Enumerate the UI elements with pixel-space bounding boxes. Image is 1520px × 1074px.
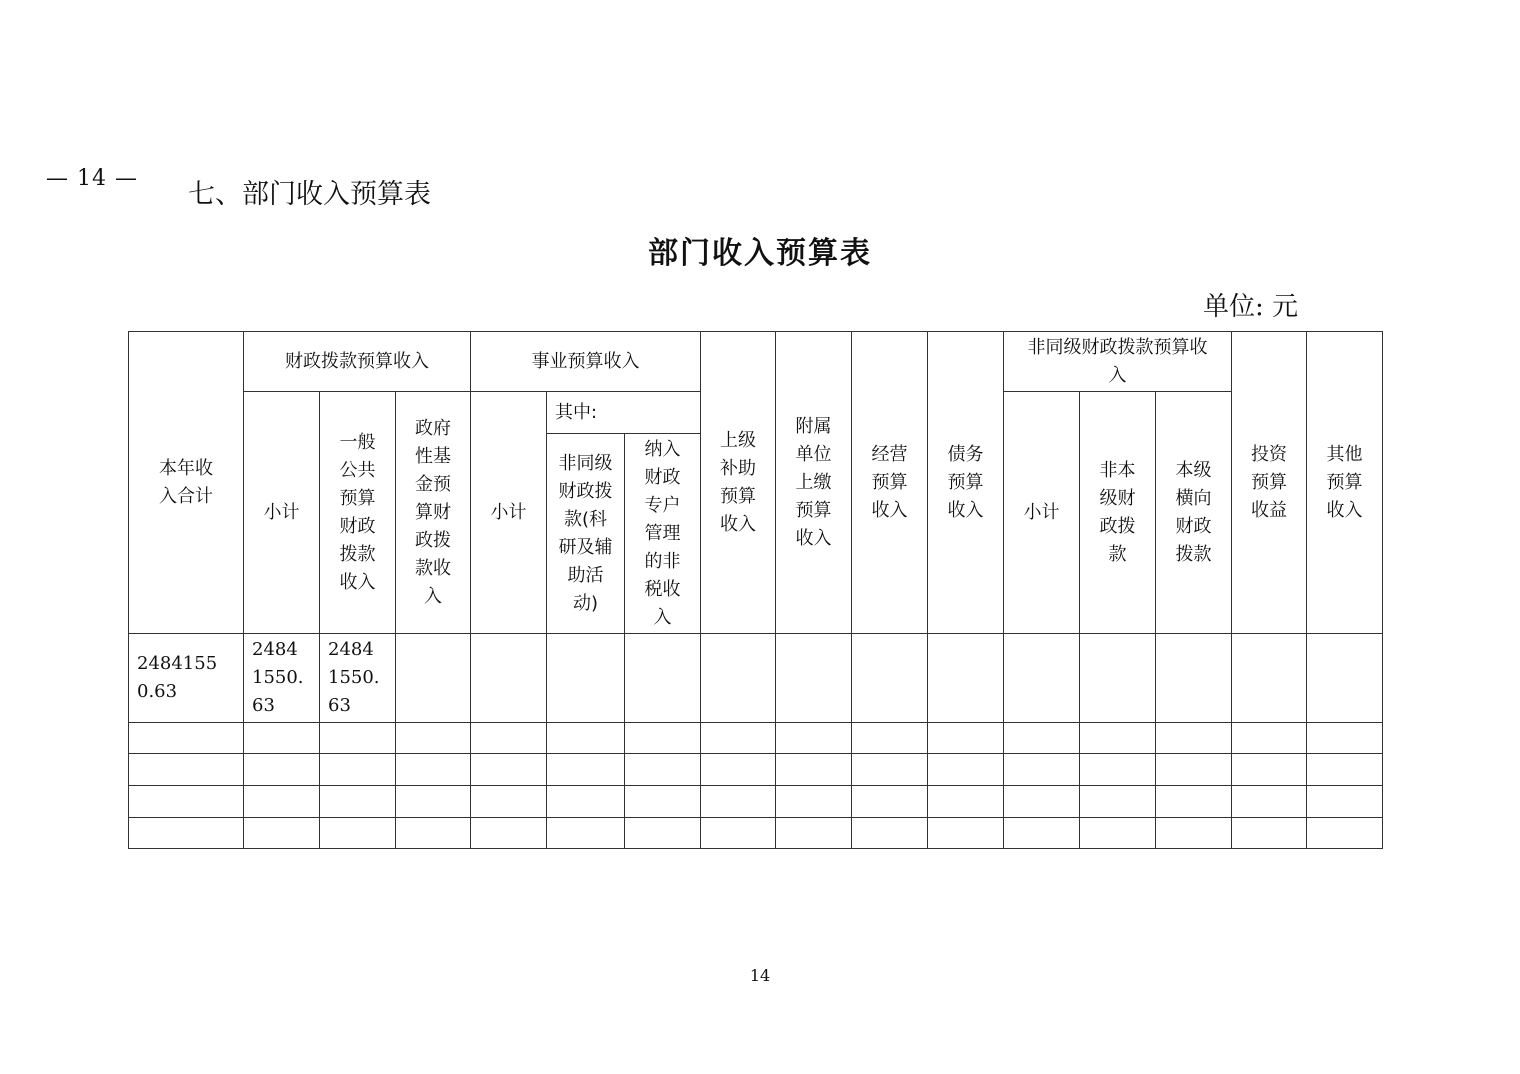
header-business-subtotal: 小计 bbox=[471, 392, 547, 634]
header-nonsame-subtotal: 小计 bbox=[1004, 392, 1080, 634]
table-cell bbox=[1004, 634, 1080, 723]
table-cell bbox=[1156, 634, 1232, 723]
header-affiliated: 附属单位上缴预算收入 bbox=[776, 332, 852, 634]
header-superior-subsidy: 上级补助预算收入 bbox=[701, 332, 776, 634]
table-cell bbox=[701, 634, 776, 723]
page-number: 14 bbox=[749, 966, 771, 985]
header-debt: 债务预算收入 bbox=[928, 332, 1004, 634]
header-horizontal: 本级横向财政拨款 bbox=[1156, 392, 1232, 634]
header-nonlocal: 非本级财政拨款 bbox=[1080, 392, 1156, 634]
header-group-business: 事业预算收入 bbox=[471, 332, 701, 392]
cell-total: 24841550.63 bbox=[129, 634, 244, 723]
unit-label: 单位: 元 bbox=[1202, 292, 1298, 322]
cell-general-public: 24841550.63 bbox=[320, 634, 396, 723]
header-gov-fund: 政府性基金预算财政拨款收入 bbox=[396, 392, 471, 634]
table-cell bbox=[396, 634, 471, 723]
income-budget-table bbox=[128, 331, 1383, 849]
table-cell bbox=[852, 634, 928, 723]
table-cell bbox=[1232, 634, 1307, 723]
header-general-public: 一般公共预算财政拨款收入 bbox=[320, 392, 396, 634]
section-title: 七、部门收入预算表 bbox=[188, 179, 431, 210]
table-cell bbox=[625, 634, 701, 723]
cell-fiscal-subtotal: 24841550.63 bbox=[244, 634, 320, 723]
header-investment: 投资预算收益 bbox=[1232, 332, 1307, 634]
table-cell bbox=[471, 634, 547, 723]
table-cell bbox=[1080, 634, 1156, 723]
header-other: 其他预算收入 bbox=[1307, 332, 1383, 634]
header-total: 本年收入合计 bbox=[129, 332, 244, 634]
header-of-which: 其中: bbox=[547, 392, 701, 434]
table-row bbox=[129, 754, 1383, 786]
document-title: 部门收入预算表 bbox=[648, 236, 872, 271]
header-group-nonsame: 非同级财政拨款预算收入 bbox=[1004, 332, 1232, 392]
table-cell bbox=[1307, 634, 1383, 723]
table-row bbox=[129, 818, 1383, 849]
table-row bbox=[129, 786, 1383, 818]
table-cell bbox=[928, 634, 1004, 723]
header-fiscal-subtotal: 小计 bbox=[244, 392, 320, 634]
header-nonsame-research: 非同级财政拨款(科研及辅助活动) bbox=[547, 434, 625, 634]
table-row bbox=[129, 723, 1383, 754]
header-operating: 经营预算收入 bbox=[852, 332, 928, 634]
header-special-account: 纳入财政专户管理的非税收入 bbox=[625, 434, 701, 634]
table-cell bbox=[547, 634, 625, 723]
page-marker: — 14 — bbox=[46, 166, 138, 191]
header-group-fiscal: 财政拨款预算收入 bbox=[244, 332, 471, 392]
table-cell bbox=[776, 634, 852, 723]
